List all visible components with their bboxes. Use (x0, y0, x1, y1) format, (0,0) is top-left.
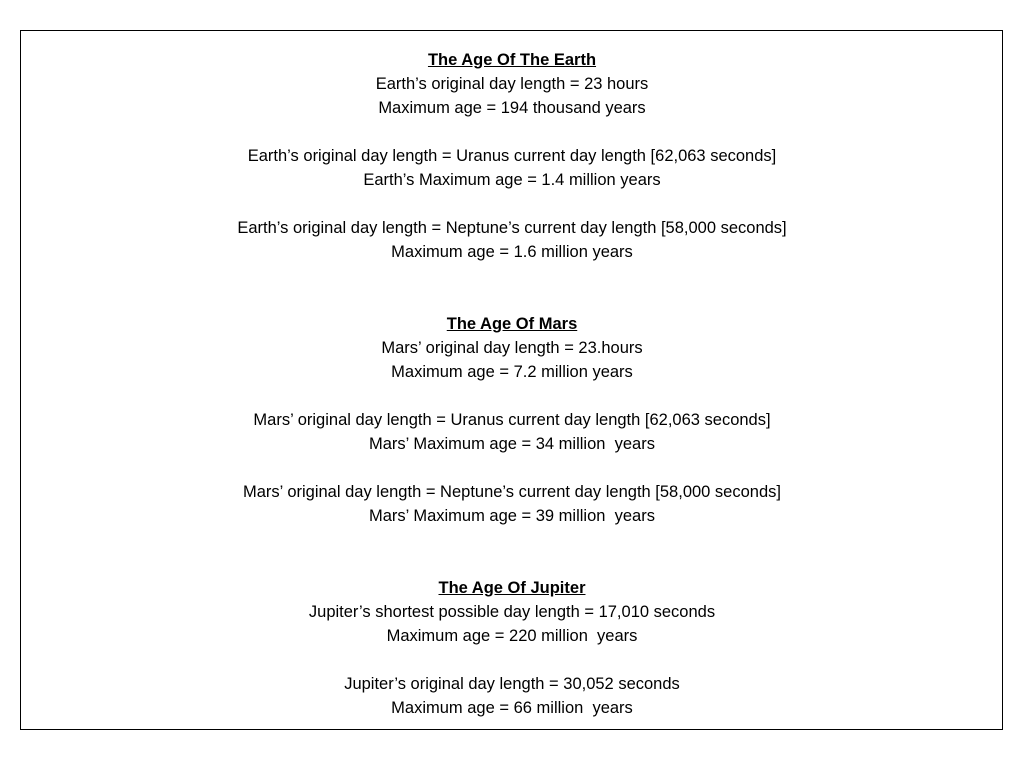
slide-content (0, 48, 1024, 720)
spacer (0, 120, 1024, 144)
earth-line-4: Earth’s Maximum age = 1.4 million years (363, 171, 661, 189)
spacer (0, 648, 1024, 672)
jupiter-line-1: Jupiter’s shortest possible day length = 17,010 seconds (308, 603, 716, 621)
section-spacer (0, 264, 1024, 312)
earth-line-6: Maximum age = 1.6 million years (391, 243, 633, 261)
spacer (0, 456, 1024, 480)
spacer (0, 192, 1024, 216)
jupiter-heading: The Age Of Jupiter (438, 579, 586, 597)
mars-line-4: Mars’ Maximum age = 34 million years (369, 435, 655, 453)
mars-heading: The Age Of Mars (446, 315, 578, 333)
earth-heading: The Age Of The Earth (427, 51, 597, 69)
section-spacer (0, 528, 1024, 576)
mars-line-5: Mars’ original day length = Neptune’s current day length [58,000 seconds] (243, 483, 781, 501)
earth-line-1: Earth’s original day length = 23 hours (375, 75, 649, 93)
earth-line-2: Maximum age = 194 thousand years (378, 99, 646, 117)
mars-line-1: Mars’ original day length = 23.hours (381, 339, 643, 357)
spacer (0, 384, 1024, 408)
earth-line-5: Earth’s original day length = Neptune’s current day length [58,000 seconds] (237, 219, 787, 237)
earth-line-3: Earth’s original day length = Uranus current day length [62,063 seconds] (247, 147, 777, 165)
jupiter-line-2: Maximum age = 220 million years (386, 627, 638, 645)
jupiter-line-3: Jupiter’s original day length = 30,052 seconds (344, 675, 680, 693)
mars-line-6: Mars’ Maximum age = 39 million years (369, 507, 655, 525)
mars-line-2: Maximum age = 7.2 million years (391, 363, 633, 381)
mars-line-3: Mars’ original day length = Uranus current day length [62,063 seconds] (253, 411, 771, 429)
jupiter-line-4: Maximum age = 66 million years (391, 699, 633, 717)
